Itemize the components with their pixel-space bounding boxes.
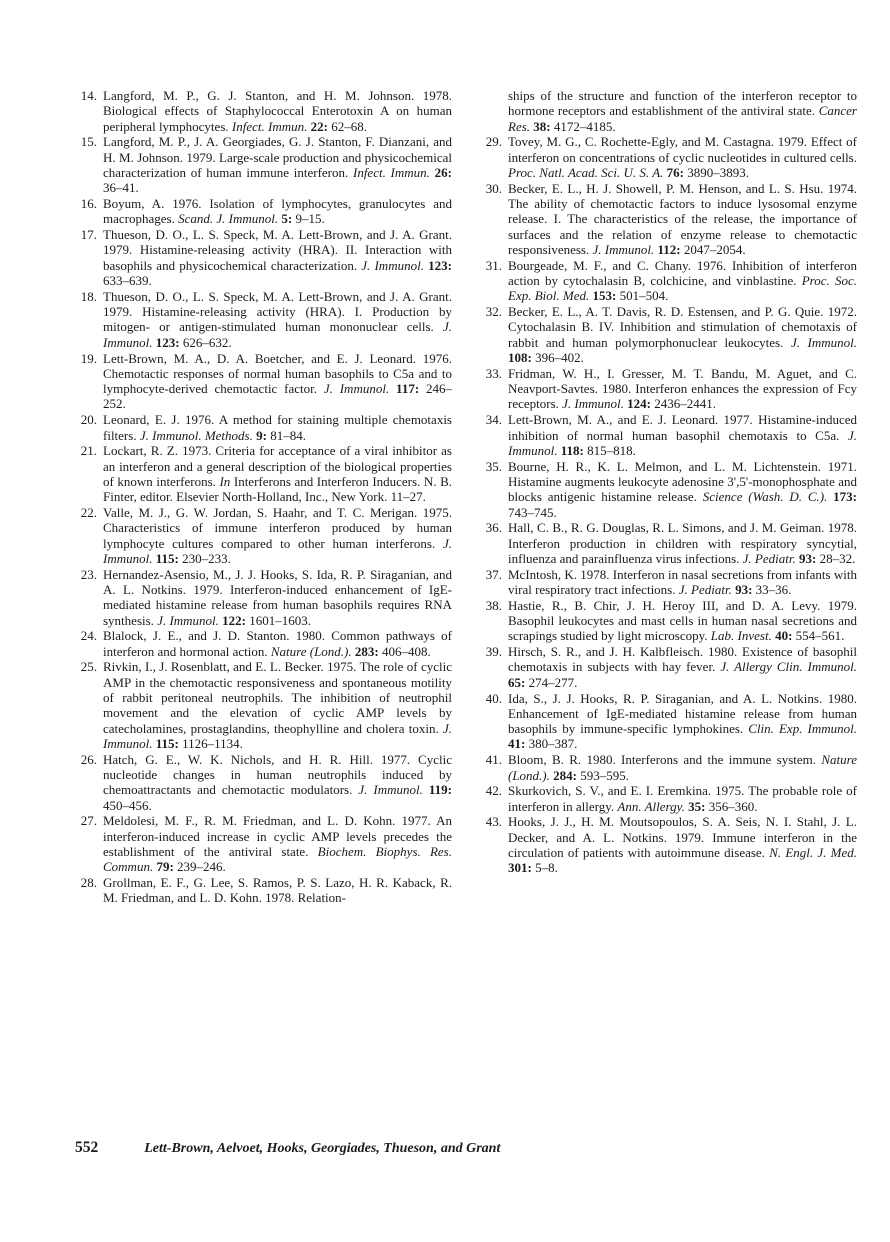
reference-item [75,443,452,504]
reference-item [480,598,857,644]
reference-number: 19. [80,350,97,366]
reference-item [480,691,857,752]
reference-item [480,752,857,783]
reference-item [75,412,452,443]
reference-text: Langford, M. P., J. A. Georgiades, G. J. Stanton, F. Dianzani, and H. M. Johnson. 1979. Large-scale production and physicochemical characterization of human immune interferon. Infect. Immun. 26: 36–41. [103,134,452,196]
reference-item [480,412,857,458]
reference-text: Becker, E. L., A. T. Davis, R. D. Estensen, and P. G. Quie. 1972. Cytochalasin B. IV. Inhibition and stimulation of chemotaxis of rabbit and human polymorphonuclear leukocytes. J. Immunol. 108: 396–402. [508,304,857,366]
reference-item [480,258,857,304]
reference-number: 21. [80,443,97,459]
reference-text: Fridman, W. H., I. Gresser, M. T. Bandu, M. Aguet, and C. Neavport-Savtes. 1980. Interferon enhances the expression of Fcy receptors. J. Immunol. 124: 2436–2441. [508,365,857,412]
reference-number: 22. [80,505,97,521]
reference-item [75,351,452,412]
reference-item [75,813,452,874]
reference-item [480,520,857,566]
reference-number: 35. [485,458,502,474]
reference-number: 39. [485,644,502,660]
reference-text: Ida, S., J. J. Hooks, R. P. Siraganian, and A. L. Notkins. 1980. Enhancement of IgE-mediated histamine release from human basophils by immune-specific lymphokines. Clin. Exp. Immunol. 41: 380–387. [508,690,857,752]
reference-item [75,875,452,906]
reference-item [480,366,857,412]
reference-number: 23. [80,566,97,582]
reference-item [480,134,857,180]
reference-item [480,783,857,814]
reference-number: 25. [80,659,97,675]
reference-number: 28. [80,875,97,891]
reference-item [75,289,452,350]
reference-text: Boyum, A. 1976. Isolation of lymphocytes, granulocytes and macrophages. Scand. J. Immunol. 5: 9–15. [103,196,452,227]
reference-item [480,567,857,598]
reference-number: 26. [80,751,97,767]
reference-text: McIntosh, K. 1978. Interferon in nasal secretions from infants with viral respiratory tract infections. J. Pediatr. 93: 33–36. [508,566,857,597]
reference-item [75,752,452,813]
reference-text: Blalock, J. E., and J. D. Stanton. 1980. Common pathways of interferon and hormonal action. Nature (Lond.). 283: 406–408. [103,628,452,659]
reference-text: Skurkovich, S. V., and E. I. Eremkina. 1975. The probable role of interferon in allergy. Ann. Allergy. 35: 356–360. [508,783,857,814]
reference-number: 34. [485,412,502,428]
reference-item [75,567,452,628]
reference-number: 30. [485,180,502,196]
reference-number: 14. [80,88,97,103]
reference-text: Tovey, M. G., C. Rochette-Egly, and M. Castagna. 1979. Effect of interferon on concentrations of cyclic nucleotides in cultured cells. Proc. Natl. Acad. Sci. U. S. A. 76: 3890–3893. [508,134,857,180]
reference-text: Hatch, G. E., W. K. Nichols, and H. R. Hill. 1977. Cyclic nucleotide changes in human neutrophils induced by chemoattractants and chemotactic modulators. J. Immunol. 119: 450–456. [103,751,452,813]
reference-number: 38. [485,597,502,613]
reference-text: Hernandez-Asensio, M., J. J. Hooks, S. Ida, R. P. Siraganian, and A. L. Notkins. 1979. Interferon-induced enhancement of IgE-mediated histamine release from human basophils requires RNA synthesis. J. Immunol. 122: 1601–1603. [103,566,452,628]
reference-text: Lett-Brown, M. A., D. A. Boetcher, and E. J. Leonard. 1976. Chemotactic responses of normal human basophils to C5a and to lymphocyte-derived chemotactic factor. J. Immunol. 117: 246–252. [103,350,453,412]
reference-item [480,644,857,690]
reference-number: 27. [80,813,97,829]
reference-text: Thueson, D. O., L. S. Speck, M. A. Lett-Brown, and J. A. Grant. 1979. Histamine-releasing activity (HRA). II. Interaction with basophils and physicochemical characterization. J. Immunol. 123: 633–639. [103,227,452,289]
reference-item [75,134,452,195]
references-column-left [75,88,452,906]
reference-number: 33. [485,365,502,381]
reference-text: Rivkin, I., J. Rosenblatt, and E. L. Becker. 1975. The role of cyclic AMP in the chemotactic responsiveness and spontaneous motility of rabbit peritoneal neutrophils. The inhibition of neutrophil movement and the elevation of cyclic AMP levels by catecholamines, prostaglandins, theophylline and cholera toxin. J. Immunol. 115: 1126–1134. [103,659,452,751]
references-section [75,88,857,906]
references-column-right [480,88,857,906]
reference-number: 43. [485,814,502,830]
reference-number [480,88,508,134]
reference-item [75,505,452,566]
reference-text: Hall, C. B., R. G. Douglas, R. L. Simons, and J. M. Geiman. 1978. Interferon production in children with respiratory syncytial, influenza and parainfluenza virus infections. J. Pediatr. 93: 28–32. [508,520,857,566]
reference-number: 29. [485,134,502,150]
reference-text: Grollman, E. F., G. Lee, S. Ramos, P. S. Lazo, H. R. Kaback, R. M. Friedman, and L. D. Kohn. 1978. Relation- [103,875,452,906]
reference-text: Langford, M. P., G. J. Stanton, and H. M. Johnson. 1978. Biological effects of Staphylococcal Enterotoxin A on human peripheral lymphocytes. Infect. Immun. 22: 62–68. [103,88,452,134]
reference-number: 36. [485,520,502,536]
reference-text: Becker, E. L., H. J. Showell, P. M. Henson, and L. S. Hsu. 1974. The ability of chemotactic factors to induce lysosomal enzyme release. I. The characteristics of the release, the importance of surfaces and the relation of enzyme release to chemotactic responsiveness. J. Immunol. 112: 2047–2054. [508,180,857,257]
reference-text: ships of the structure and function of the interferon receptor to hormone receptors and establishment of the antiviral state. Cancer Res. 38: 4172–4185. [508,88,857,134]
reference-number: 18. [80,288,97,304]
page-number: 552 [75,1139,99,1156]
reference-text: Hastie, R., B. Chir, J. H. Heroy III, and D. A. Levy. 1979. Basophil leukocytes and mast cells in human nasal secretions and scrapings studied by light microscopy. Lab. Invest. 40: 554–561. [508,597,857,644]
reference-text: Valle, M. J., G. W. Jordan, S. Haahr, and T. C. Merigan. 1975. Characteristics of immune interferon produced by human lymphocyte cultures compared to other human interferons. J. Immunol. 115: 230–233. [103,505,452,566]
reference-item [75,659,452,751]
reference-item [480,814,857,875]
reference-text: Bloom, B. R. 1980. Interferons and the immune system. Nature (Lond.). 284: 593–595. [508,752,857,783]
reference-item [480,459,857,520]
reference-text: Lockart, R. Z. 1973. Criteria for acceptance of a viral inhibitor as an interferon and a general description of the biological properties of known interferons. In Interferons and Interferon Inducers. N. B. Finter, editor. Elsevier North-Holland, Inc., New York. 11–27. [103,443,452,505]
reference-item [480,88,857,134]
reference-item [75,227,452,288]
reference-text: Bourgeade, M. F., and C. Chany. 1976. Inhibition of interferon action by cytochalasin B, colchicine, and vinblastine. Proc. Soc. Exp. Biol. Med. 153: 501–504. [508,257,857,304]
reference-text: Thueson, D. O., L. S. Speck, M. A. Lett-Brown, and J. A. Grant. 1979. Histamine-releasing activity (HRA). I. Production by mitogen- or antigen-stimulated human mononuclear cells. J. Immunol. 123: 626–632. [103,288,452,350]
reference-number: 41. [485,752,502,768]
reference-text: Bourne, H. R., K. L. Melmon, and L. M. Lichtenstein. 1971. Histamine augments leukocyte adenosine 3',5'-monophosphate and blocks antigenic histamine release. Science (Wash. D. C.). 173: 743–745. [508,458,858,520]
reference-text: Meldolesi, M. F., R. M. Friedman, and L. D. Kohn. 1977. An interferon-induced increase in cyclic AMP levels precedes the establishment of the antiviral state. Biochem. Biophys. Res. Commun. 79: 239–246. [103,813,452,875]
reference-item [75,628,452,659]
reference-number: 32. [485,304,502,320]
reference-text: Leonard, E. J. 1976. A method for staining multiple chemotaxis filters. J. Immunol. Methods. 9: 81–84. [103,412,452,443]
reference-number: 37. [485,566,502,582]
reference-item [480,304,857,365]
reference-text: Hirsch, S. R., and J. H. Kalbfleisch. 1980. Existence of basophil chemotaxis in subjects with hay fever. J. Allergy Clin. Immunol. 65: 274–277. [508,644,857,690]
reference-item [75,88,452,134]
reference-number: 31. [485,257,502,273]
reference-text: Lett-Brown, M. A., and E. J. Leonard. 1977. Histamine-induced inhibition of normal human basophil chemotaxis to C5a. J. Immunol. 118: 815–818. [508,412,857,458]
page-footer [75,1140,855,1156]
reference-number: 15. [80,134,97,150]
reference-number: 40. [485,690,502,706]
running-head: Lett-Brown, Aelvoet, Hooks, Georgiades, Thueson, and Grant [144,1141,501,1156]
reference-item [480,181,857,257]
reference-number: 42. [485,783,502,799]
reference-number: 20. [80,412,97,428]
reference-number: 16. [80,196,97,212]
reference-item [75,196,452,227]
reference-number: 17. [80,227,97,243]
reference-text: Hooks, J. J., H. M. Moutsopoulos, S. A. Seis, N. I. Stahl, J. L. Decker, and A. L. Notkins. 1979. Immune interferon in the circulation of patients with autoimmune disease. N. Engl. J. Med. 301: 5–8. [508,814,857,876]
reference-number: 24. [80,628,97,644]
